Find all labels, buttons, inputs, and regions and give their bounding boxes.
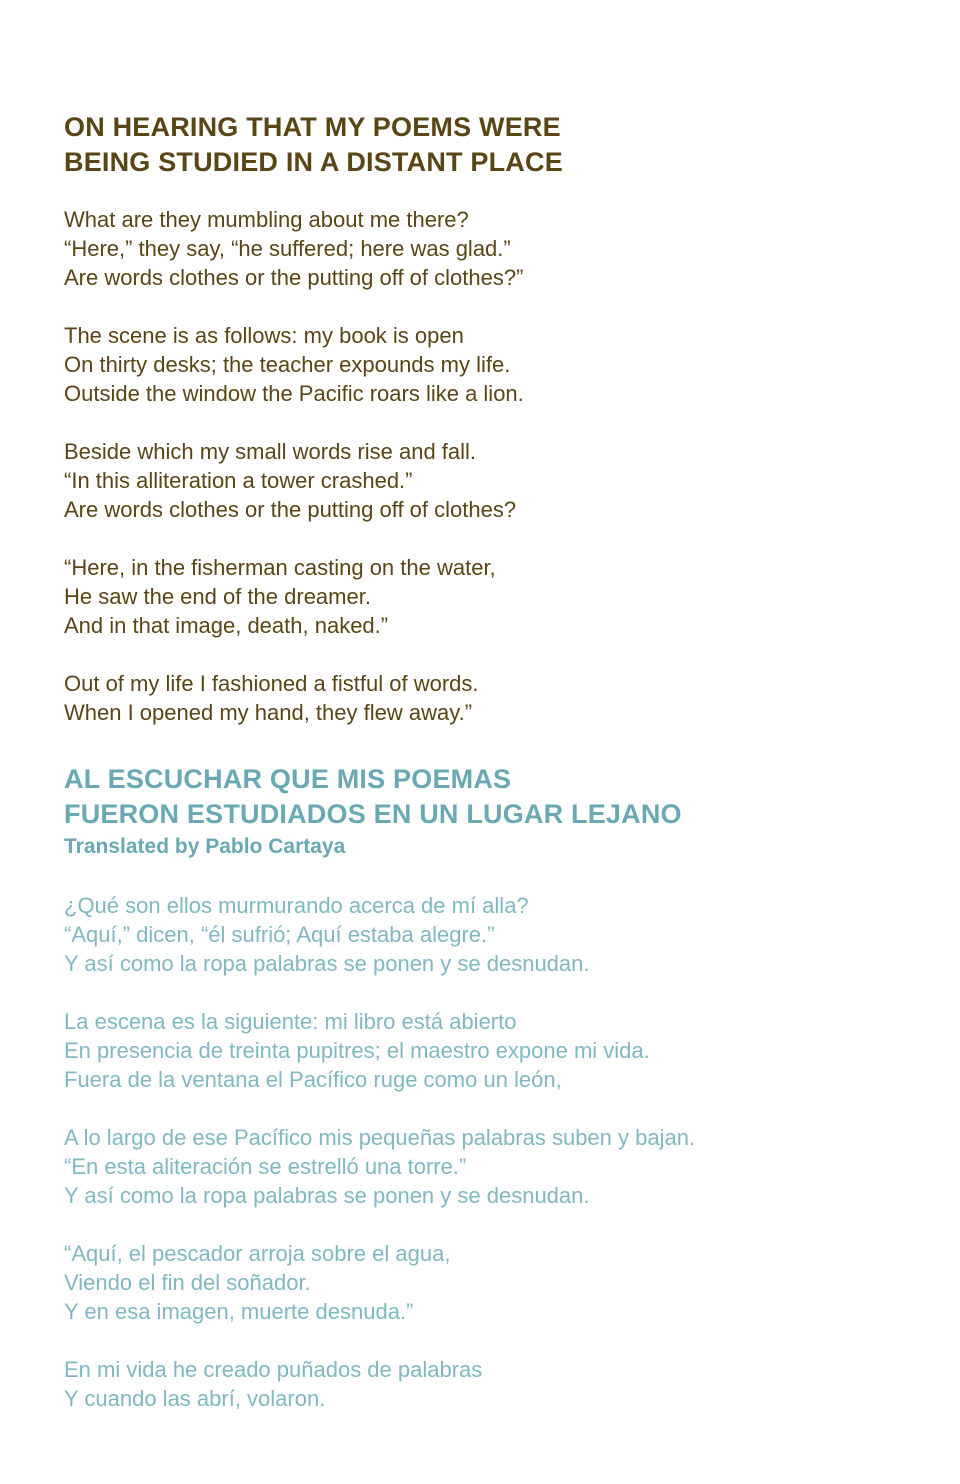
poem-line: Beside which my small words rise and fall. xyxy=(64,439,477,464)
stanza xyxy=(64,553,924,640)
poem-line: En mi vida he creado puñados de palabras xyxy=(64,1357,483,1382)
poem-line: La escena es la siguiente: mi libro está abierto xyxy=(64,1009,517,1034)
poem-line: On thirty desks; the teacher expounds my life. xyxy=(64,352,511,377)
translator-credit: Translated by Pablo Cartaya xyxy=(64,835,346,858)
poem-line: En presencia de treinta pupitres; el maestro expone mi vida. xyxy=(64,1038,650,1063)
english-poem-title xyxy=(64,110,924,180)
title-line: BEING STUDIED IN A DISTANT PLACE xyxy=(64,147,563,177)
poem-line: Viendo el fin del soñador. xyxy=(64,1270,311,1295)
poem-line: Y en esa imagen, muerte desnuda.” xyxy=(64,1299,414,1324)
spanish-section xyxy=(64,762,924,1413)
poem-line: What are they mumbling about me there? xyxy=(64,207,469,232)
title-line: FUERON ESTUDIADOS EN UN LUGAR LEJANO xyxy=(64,799,682,829)
title-line: AL ESCUCHAR QUE MIS POEMAS xyxy=(64,764,512,794)
poem-line: Are words clothes or the putting off of clothes? xyxy=(64,497,517,522)
poem-line: When I opened my hand, they flew away.” xyxy=(64,700,473,725)
stanza xyxy=(64,437,924,524)
title-line: ON HEARING THAT MY POEMS WERE xyxy=(64,112,561,142)
poem-line: “In this alliteration a tower crashed.” xyxy=(64,468,413,493)
poem-line: He saw the end of the dreamer. xyxy=(64,584,371,609)
stanza xyxy=(64,321,924,408)
poem-line: Out of my life I fashioned a fistful of words. xyxy=(64,671,479,696)
poem-line: Y así como la ropa palabras se ponen y se desnudan. xyxy=(64,951,590,976)
stanza xyxy=(64,1239,924,1326)
stanza xyxy=(64,669,924,727)
stanza xyxy=(64,1123,924,1210)
poem-line: “Aquí, el pescador arroja sobre el agua, xyxy=(64,1241,451,1266)
english-poem-body xyxy=(64,205,924,727)
poem-line: “Here,” they say, “he suffered; here was glad.” xyxy=(64,236,511,261)
poem-line: And in that image, death, naked.” xyxy=(64,613,389,638)
poem-line: Outside the window the Pacific roars like a lion. xyxy=(64,381,524,406)
poem-line: The scene is as follows: my book is open xyxy=(64,323,464,348)
poem-line: Y así como la ropa palabras se ponen y se desnudan. xyxy=(64,1183,590,1208)
document-page xyxy=(64,110,924,1413)
poem-line: Are words clothes or the putting off of clothes?” xyxy=(64,265,524,290)
poem-line: Y cuando las abrí, volaron. xyxy=(64,1386,326,1411)
stanza xyxy=(64,891,924,978)
poem-line: Fuera de la ventana el Pacífico ruge como un león, xyxy=(64,1067,562,1092)
spanish-poem-title xyxy=(64,762,924,832)
poem-line: “En esta aliteración se estrelló una torre.” xyxy=(64,1154,467,1179)
poem-line: “Here, in the fisherman casting on the water, xyxy=(64,555,496,580)
spanish-poem-body xyxy=(64,891,924,1413)
stanza xyxy=(64,1007,924,1094)
poem-line: ¿Qué son ellos murmurando acerca de mí alla? xyxy=(64,893,529,918)
poem-line: “Aquí,” dicen, “él sufrió; Aquí estaba alegre.” xyxy=(64,922,495,947)
stanza xyxy=(64,205,924,292)
poem-line: A lo largo de ese Pacífico mis pequeñas palabras suben y bajan. xyxy=(64,1125,696,1150)
stanza xyxy=(64,1355,924,1413)
